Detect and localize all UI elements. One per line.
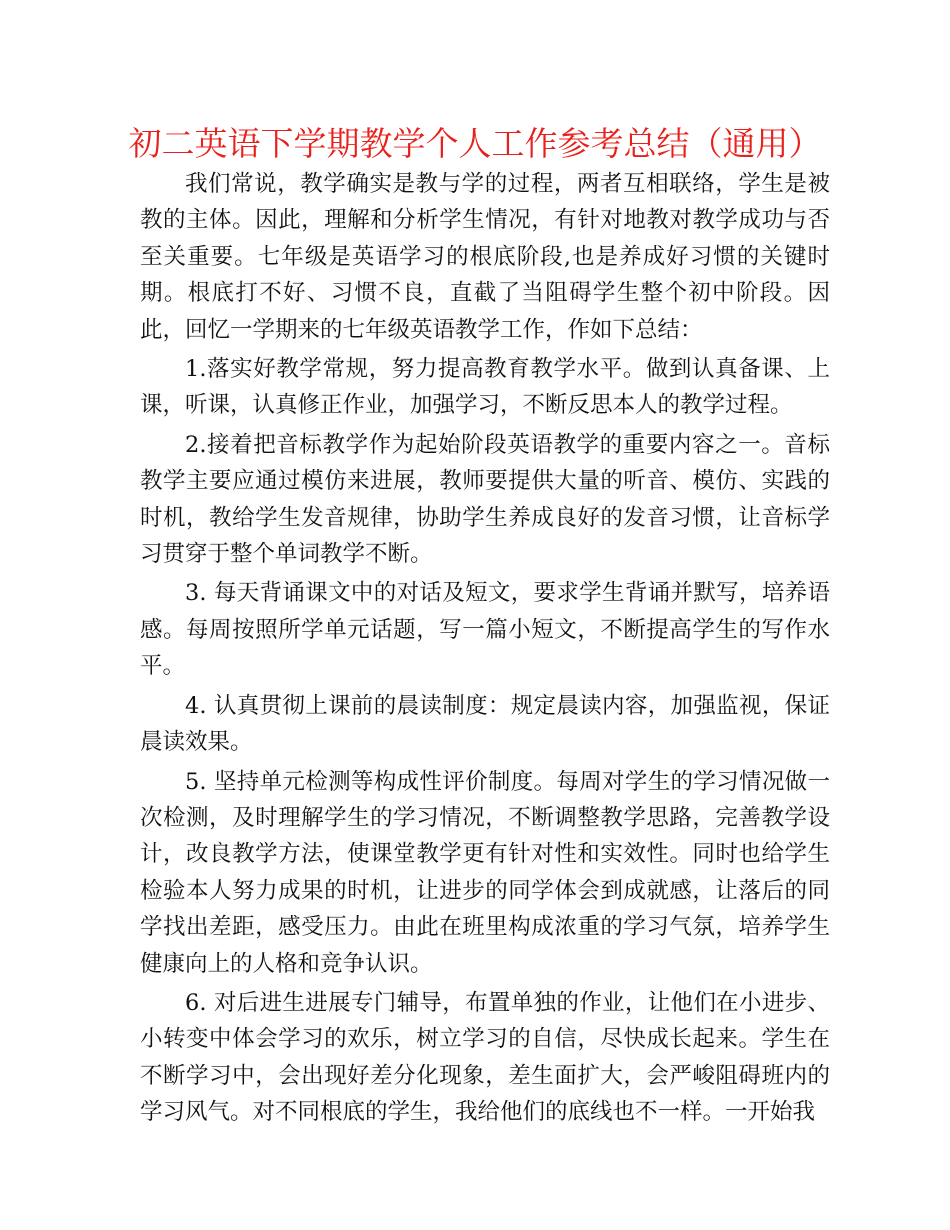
- paragraph-item-4: 4. 认真贯彻上课前的晨读制度：规定晨读内容，加强监视，保证晨读效果。: [140, 692, 830, 756]
- paragraph-item-5: 5. 坚持单元检测等构成性评价制度。每周对学生的学习情况做一次检测，及时理解学生的学习情况，不断调整教学思路，完善教学设计，改良教学方法，使课堂教学更有针对性和实效性。同时也给学生检验本人努力成果的时机，让进步的同学体会到成就感，让落后的同学找出差距，感受压力。由此在班里构成浓重的学习气氛，培养学生健康向上的人格和竞争认识。: [140, 768, 830, 977]
- paragraph-item-6: 6. 对后进生进展专门辅导，布置单独的作业，让他们在小进步、小转变中体会学习的欢乐，树立学习的自信，尽快成长起来。学生在不断学习中，会出现好差分化现象，差生面扩大，会严峻阻碍班内的学习风气。对不同根底的学生，我给他们的底线也不一样。一开始我: [140, 989, 830, 1126]
- document-body: [140, 166, 830, 1131]
- paragraph-item-3: 3. 每天背诵课文中的对话及短文，要求学生背诵并默写，培养语感。每周按照所学单元话题，写一篇小短文，不断提高学生的写作水平。: [140, 580, 830, 680]
- paragraph-item-1: 1.落实好教学常规，努力提高教育教学水平。做到认真备课、上课，听课，认真修正作业，加强学习，不断反思本人的教学过程。: [140, 356, 830, 419]
- document-title: 初二英语下学期教学个人工作参考总结（通用）: [128, 124, 822, 163]
- intro-paragraph: 我们常说，教学确实是教与学的过程，两者互相联络，学生是被教的主体。因此，理解和分析学生情况，有针对地教对教学成功与否至关重要。七年级是英语学习的根底阶段,也是养成好习惯的关键时期。根底打不好、习惯不良，直截了当阻碍学生整个初中阶段。因此，回忆一学期来的七年级英语教学工作，作如下总结：: [140, 171, 830, 343]
- paragraph-item-2: 2.接着把音标教学作为起始阶段英语教学的重要内容之一。音标教学主要应通过模仿来进展，教师要提供大量的听音、模仿、实践的时机，教给学生发音规律，协助学生养成良好的发音习惯，让音标学习贯穿于整个单词教学不断。: [140, 431, 830, 568]
